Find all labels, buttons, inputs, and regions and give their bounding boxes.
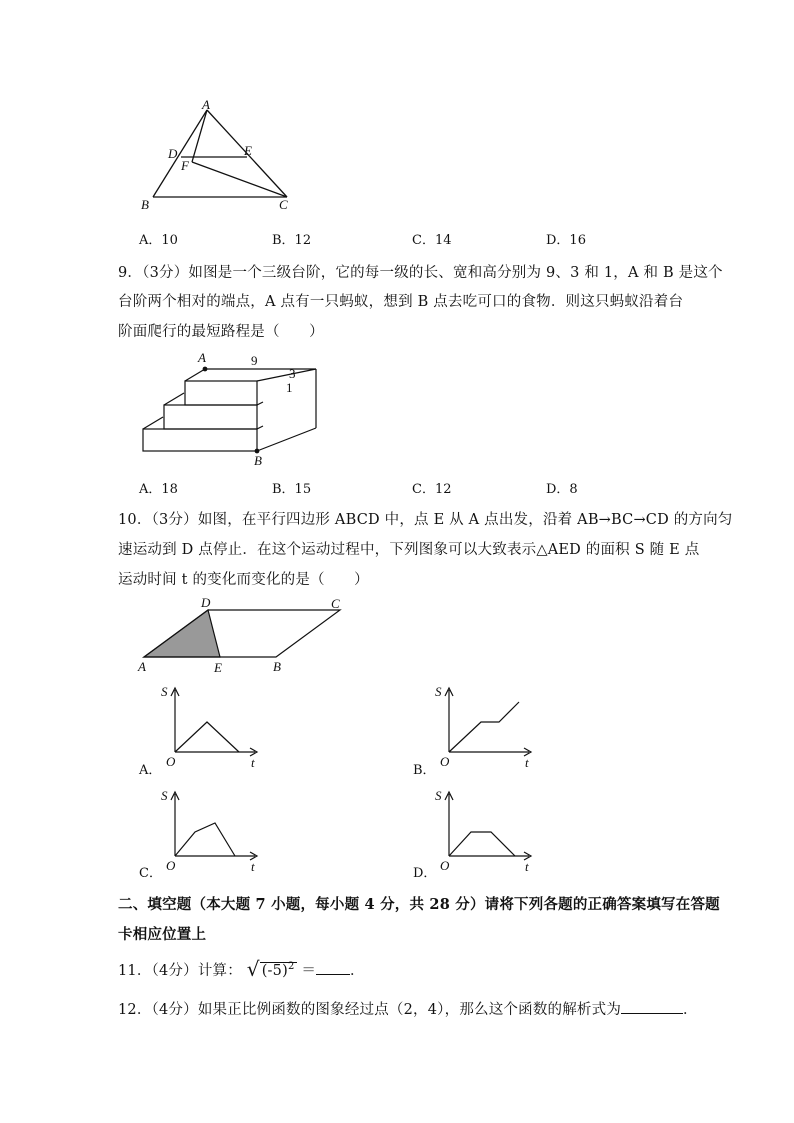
q10-graph-d-curve: [449, 832, 515, 856]
q10-option-a[interactable]: A．: [139, 763, 162, 778]
q9-point-a: [203, 367, 208, 372]
q11-line: [118, 956, 365, 980]
q8-label-e: E: [244, 143, 252, 158]
q10-label-b: B: [273, 659, 281, 674]
q8-label-d: D: [168, 146, 178, 161]
q9-stem-line-3: 阶面爬行的最短路程是（ ）: [118, 324, 324, 340]
q10-stem-line-2: 速运动到 D 点停止．在这个运动过程中，下列图象可以大致表示△AED 的面积 S 随 E 点: [118, 542, 700, 558]
q11-answer-blank[interactable]: [316, 974, 350, 975]
q11-radicand: (-5): [261, 963, 288, 979]
q10-graph-b-s-label: S: [435, 684, 442, 699]
section-2-heading-line-2: 卡相应位置上: [118, 926, 207, 943]
q10-graph-c-origin: O: [166, 858, 176, 873]
q12-line: [118, 998, 698, 1019]
q9-label-b: B: [254, 453, 262, 468]
q10-graph-a[interactable]: [155, 682, 270, 774]
q8-label-b: B: [141, 197, 149, 212]
q10-label-e: E: [214, 660, 222, 675]
q10-graph-b-origin: O: [440, 754, 450, 769]
q10-stem-line-1: 10．（3分）如图，在平行四边形 ABCD 中，点 E 从 A 点出发，沿着 AB→BC→CD 的方向匀: [118, 512, 733, 528]
q8-option-b[interactable]: B．12: [272, 233, 312, 248]
q8-label-c: C: [279, 197, 288, 212]
q10-graph-d[interactable]: [429, 786, 544, 878]
q10-graph-c-t-label: t: [251, 859, 255, 874]
q8-label-f: F: [181, 158, 189, 173]
q10-graph-d-t-label: t: [525, 859, 529, 874]
q10-graph-c-curve: [175, 823, 235, 856]
q9-step-2-front: [164, 405, 257, 429]
q9-label-height: 1: [286, 380, 293, 395]
q10-label-d: D: [201, 595, 211, 610]
q8-triangle-figure: [135, 100, 305, 215]
q8-option-d[interactable]: D．16: [546, 233, 586, 248]
q9-step-3-top: [185, 369, 205, 381]
q8-option-a[interactable]: A．10: [139, 233, 178, 248]
q9-option-c[interactable]: C．12: [412, 482, 452, 497]
q9-step-3-front: [185, 381, 257, 405]
q9-label-a: A: [198, 350, 206, 365]
q10-graph-d-s-label: S: [435, 788, 442, 803]
q11-end: ．: [350, 963, 365, 979]
q10-graph-a-t-label: t: [251, 755, 255, 770]
q10-graph-c-s-label: S: [161, 788, 168, 803]
q9-option-d[interactable]: D．8: [546, 482, 578, 497]
q9-right-bottom-edge: [257, 428, 316, 451]
q8-segment-af: [192, 110, 207, 162]
q10-graph-c[interactable]: [155, 786, 270, 878]
q10-stem-line-3: 运动时间 t 的变化而变化的是（ ）: [118, 572, 369, 588]
q9-label-width: 3: [289, 366, 296, 381]
q12-answer-blank[interactable]: [621, 1013, 683, 1014]
q9-step-2-tread: [164, 393, 184, 405]
q9-step-1-front: [143, 429, 257, 451]
q8-label-a: A: [202, 100, 210, 112]
q9-stem-line-1: 9．（3分）如图是一个三级台阶，它的每一级的长、宽和高分别为 9、3 和 1，A 和 B 是这个: [118, 265, 723, 281]
q12-end: ．: [683, 1002, 698, 1018]
sqrt-radical-icon: √: [246, 957, 260, 981]
q11-sqrt-expression: [247, 956, 297, 980]
q9-option-b[interactable]: B．15: [272, 482, 312, 497]
q10-shaded-triangle-aed: [144, 610, 220, 657]
section-2-heading-line-1: 二、填空题（本大题 7 小题，每小题 4 分，共 28 分）请将下列各题的正确答案填写在答题: [118, 896, 720, 913]
q10-parallelogram-figure: [130, 594, 360, 676]
q8-side-ab: [153, 110, 207, 197]
q10-graph-d-origin: O: [440, 858, 450, 873]
q10-option-c[interactable]: C．: [139, 866, 162, 881]
q9-label-length: 9: [251, 353, 258, 368]
q10-graph-a-s-label: S: [161, 684, 168, 699]
q10-graph-b[interactable]: [429, 682, 544, 774]
q10-label-a: A: [138, 659, 146, 674]
q9-step-1-tread: [143, 417, 163, 429]
q10-option-b[interactable]: B．: [413, 763, 436, 778]
q10-label-c: C: [331, 596, 340, 611]
q10-graph-b-t-label: t: [525, 755, 529, 770]
q10-option-d[interactable]: D．: [413, 866, 437, 881]
q8-option-c[interactable]: C．14: [412, 233, 452, 248]
q9-stem-line-2: 台阶两个相对的端点，A 点有一只蚂蚁，想到 B 点去吃可口的食物．则这只蚂蚁沿着台: [118, 294, 684, 310]
q11-exponent: 2: [287, 961, 295, 973]
q9-option-a[interactable]: A．18: [139, 482, 178, 497]
q10-graph-a-curve: [175, 722, 239, 752]
q10-graph-b-curve: [449, 702, 519, 752]
q11-equals: ＝: [301, 963, 317, 979]
q10-graph-a-origin: O: [166, 754, 176, 769]
q11-prefix: 11．（4分）计算：: [118, 963, 242, 979]
q12-text: 12．（4分）如果正比例函数的图象经过点（2，4），那么这个函数的解析式为: [118, 1002, 622, 1018]
q8-segment-fc: [192, 162, 287, 197]
q9-staircase-figure: [135, 348, 335, 473]
